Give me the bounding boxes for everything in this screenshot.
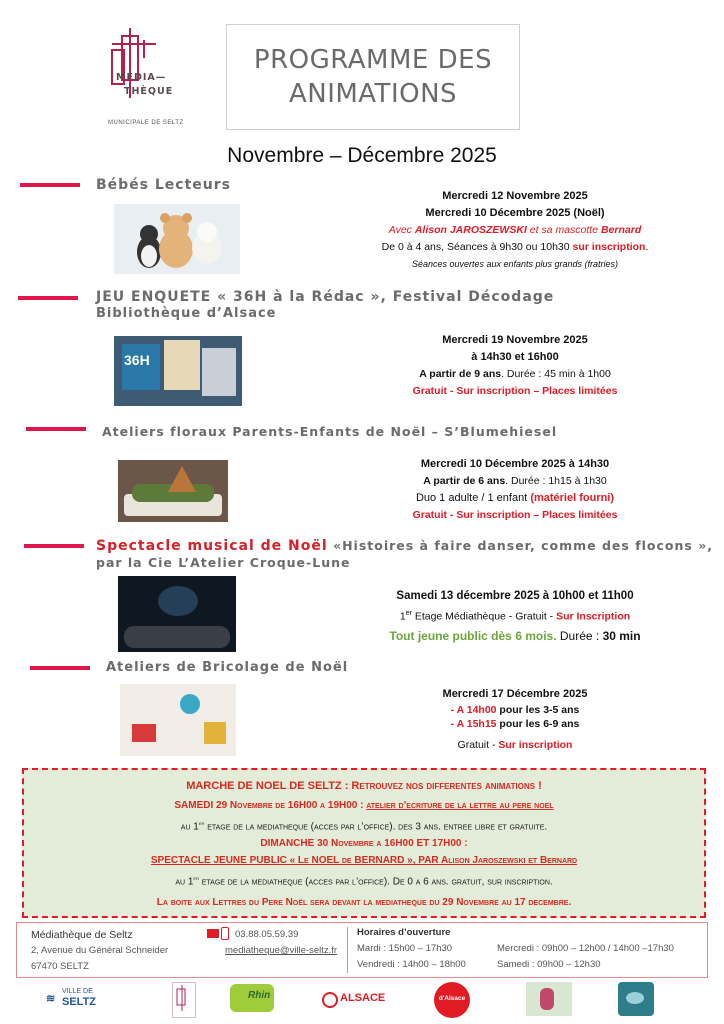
marche-title: MARCHE DE NOEL DE SELTZ : Retrouvez nos differentes animations ! — [186, 780, 542, 792]
seltz-logo-line1: VILLE DE — [62, 988, 93, 995]
game-card-label: 36H — [124, 352, 150, 368]
craft-paper — [132, 724, 156, 742]
spectacle-date: Samedi 13 décembre 2025 à 10h00 et 11h00 — [396, 590, 634, 602]
marche-sunday-detail: au 1er etage de la mediatheque (acces par l’office). De 0 a 6 ans. gratuit, sur inscription. — [175, 876, 553, 888]
spectacle-audience: Tout jeune public dès 6 mois. Durée : 30 min — [389, 628, 641, 643]
section-title-bricolage: Ateliers de Bricolage de Noël — [106, 660, 349, 675]
marche-sunday-show: SPECTACLE JEUNE PUBLIC « Le NOEL de BERNARD », PAR Alison Jaroszewski et Bernard — [150, 855, 578, 867]
newspaper-card — [164, 340, 200, 390]
footer-contact — [16, 922, 708, 978]
footer-mercredi: Mercredi : 09h00 – 12h00 / 14h00 –17h30 — [497, 943, 674, 954]
floraux-duo: Duo 1 adulte / 1 enfant (matériel fourni) — [415, 492, 615, 504]
section-bar — [30, 666, 90, 670]
enquete-info — [330, 332, 700, 400]
section-bar — [20, 183, 80, 187]
spectacle-location: 1er Etage Médiathèque - Gratuit - Sur Inscription — [399, 610, 631, 623]
children-crafting-image — [120, 684, 236, 756]
marche-letterbox: La boite aux Lettres du Pere Noël sera devant la mediatheque du 29 Novembre au 17 decembre. — [156, 896, 572, 908]
marche-saturday: SAMEDI 29 Novembre de 16H00 a 19H00 : atelier d’ecriture de la lettre au pere noel — [174, 800, 554, 811]
section-title-enquete: JEU ENQUETE « 36H à la Rédac », Festival Décodage — [96, 289, 555, 305]
stage-light — [158, 586, 198, 616]
enquete-age: A partir de 9 ans. Durée : 45 min à 1h00 — [419, 368, 611, 380]
teddy-illustration-icon — [114, 204, 240, 274]
bebes-animator: Avec Alison JAROSZEWSKI et sa mascotte Bernard — [388, 224, 642, 236]
rhin-logo-text: Rhin — [248, 990, 271, 1001]
footer-hours-title: Horaires d’ouverture — [357, 927, 451, 938]
mediatheque-small-logo — [172, 982, 196, 1018]
illustrated-partner-logo — [526, 982, 572, 1016]
logo-line2: THÈQUE — [124, 86, 174, 97]
footer-name: Médiathèque de Seltz — [31, 929, 133, 941]
bricolage-date: Mercredi 17 Décembre 2025 — [442, 688, 588, 700]
section-bar — [24, 544, 84, 548]
period-heading: Novembre – Décembre 2025 — [227, 144, 497, 167]
bricolage-info — [330, 686, 700, 754]
seltz-logo-line2: SELTZ — [62, 996, 97, 1008]
title-box — [226, 24, 520, 130]
floraux-date: Mercredi 10 Décembre 2025 à 14h30 — [420, 458, 610, 470]
alsace-logo — [322, 982, 386, 1016]
section-title-spectacle: Spectacle musical de Noël «Histoires à faire danser, comme des flocons », — [96, 538, 714, 554]
teddy-bear-penguin-sheep-image — [114, 204, 240, 274]
footer-address2: 67470 SELTZ — [31, 961, 89, 972]
mediatheque-logo — [108, 28, 188, 130]
bebes-age: De 0 à 4 ans, Séances à 9h30 ou 10h30 sur inscription. — [381, 241, 649, 253]
enquete-registration: Gratuit - Sur inscription – Places limitées — [412, 385, 618, 397]
title-line1: PROGRAMME DES — [253, 45, 493, 75]
christmas-floral-arrangement-image — [118, 460, 228, 522]
section-title-floraux: Ateliers floraux Parents-Enfants de Noël – S’Blumehiesel — [102, 424, 558, 439]
ville-de-seltz-logo — [46, 982, 108, 1016]
fish-partner-logo — [618, 982, 654, 1016]
section-title-bebes: Bébés Lecteurs — [96, 177, 231, 193]
bricolage-registration: Gratuit - Sur inscription — [457, 739, 573, 751]
seltz-logo-icon: ≋ — [46, 993, 56, 1005]
bib-alsace-text: d'Alsace — [438, 995, 466, 1002]
section-bar — [18, 296, 78, 300]
logo-line3: MUNICIPALE DE SELTZ — [108, 120, 184, 126]
newspaper-game-image — [114, 336, 242, 406]
photo-card — [202, 348, 236, 396]
floraux-registration: Gratuit - Sur inscription – Places limitées — [412, 509, 618, 521]
spectacle-info — [330, 588, 700, 645]
rhin-logo — [230, 982, 276, 1016]
bebes-info — [330, 188, 700, 273]
footer-phone: 03.88.05.59.39 — [235, 929, 299, 940]
section-bar — [26, 427, 86, 431]
section-subtitle-enquete: Bibliothèque d’Alsace — [96, 306, 277, 321]
floraux-info — [330, 456, 700, 524]
footer-divider — [347, 927, 348, 973]
phone-icon — [221, 927, 229, 940]
mail-icon — [207, 929, 219, 938]
footer-samedi: Samedi : 09h00 – 12h30 — [497, 959, 601, 970]
bebes-note: Séances ouvertes aux enfants plus grands (fratries) — [411, 259, 619, 269]
footer-email[interactable]: mediatheque@ville-seltz.fr — [225, 945, 338, 956]
craft-item — [204, 722, 226, 744]
section-subtitle-spectacle: par la Cie L’Atelier Croque-Lune — [96, 555, 351, 570]
footer-vendredi: Vendredi : 14h00 – 18h00 — [357, 959, 466, 970]
character-icon — [540, 988, 554, 1010]
floraux-age: A partir de 6 ans. Durée : 1h15 à 1h30 — [423, 475, 607, 487]
logo-line1: MÉDIA— — [116, 72, 167, 83]
bibliotheque-alsace-logo — [434, 982, 470, 1018]
marche-saturday-detail: au 1er etage de la mediatheque (acces par l’office). des 3 ans. entree libre et gratuite. — [180, 821, 548, 833]
bricolage-slot1: - A 14h00 pour les 3-5 ans — [450, 704, 580, 716]
audience — [124, 626, 230, 648]
mediatheque-cross-icon — [173, 983, 195, 1017]
bebes-date1: Mercredi 12 Novembre 2025 — [442, 190, 588, 202]
enquete-time: à 14h30 et 16h00 — [471, 351, 559, 363]
footer-address1: 2, Avenue du Général Schneider — [31, 945, 169, 956]
wooden-tree-icon — [168, 466, 196, 492]
alsace-logo-text: ALSACE — [340, 992, 386, 1004]
enquete-date: Mercredi 19 Novembre 2025 — [442, 334, 588, 346]
footer-mardi: Mardi : 15h00 – 17h30 — [357, 943, 453, 954]
title-line2: ANIMATIONS — [288, 79, 458, 109]
alsace-logo-icon — [322, 992, 338, 1008]
fish-icon — [626, 992, 644, 1004]
bebes-date2: Mercredi 10 Décembre 2025 (Noël) — [425, 207, 605, 219]
marche-sunday: DIMANCHE 30 Novembre a 16H00 ET 17H00 : — [260, 838, 468, 850]
stage-performance-image — [118, 576, 236, 652]
marche-de-noel-box — [22, 768, 706, 918]
craft-item — [180, 694, 200, 714]
bricolage-slot2: - A 15h15 pour les 6-9 ans — [450, 718, 580, 730]
